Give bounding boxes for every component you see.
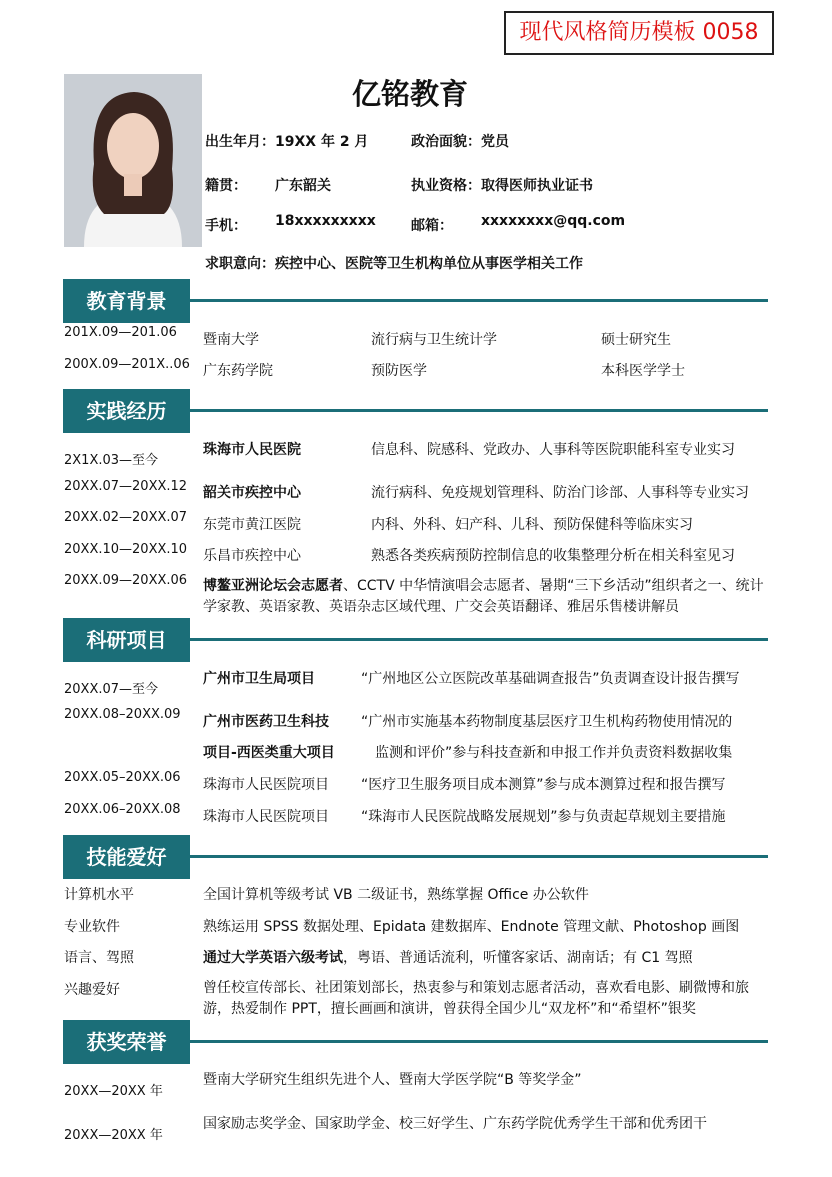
practice-volunteer-text	[203, 576, 773, 618]
research-org-cont: 项目-西医类重大项目	[203, 745, 335, 761]
practice-org: 珠海市人民医院	[203, 442, 301, 458]
skill-lead: 通过大学英语六级考试	[203, 950, 343, 966]
section-education-heading: 教育背景	[63, 279, 190, 323]
birth-label: 出生年月：	[205, 134, 275, 150]
research-desc-cont: 监测和评价”参与科技查新和申报工作并负责资料数据收集	[375, 745, 733, 761]
politics-label: 政治面貌：	[411, 134, 481, 150]
intent-label: 求职意向：	[205, 256, 275, 272]
edu-school: 广东药学院	[203, 363, 273, 379]
practice-desc: 流行病科、免疫规划管理科、防治门诊部、人事科等专业实习	[371, 485, 749, 501]
cert-label: 执业资格：	[411, 178, 481, 194]
skill-desc: 熟练运用 SPSS 数据处理、Epidata 建数据库、Endnote 管理文献、Photoshop 画图	[203, 919, 740, 935]
skill-desc: 曾任校宣传部长、社团策划部长，热衷参与和策划志愿者活动，喜欢看电影、刷微博和旅游，热爱制作 PPT，擅长画画和演讲，曾获得全国少儿“双龙杯”和“希望杯”银奖	[203, 980, 749, 1017]
email-label: 邮箱：	[411, 218, 453, 234]
practice-date: 20XX.07—20XX.12	[64, 479, 188, 494]
profile-photo	[64, 74, 202, 247]
template-tag: 现代风格简历模板 0058	[504, 11, 774, 55]
phone-value: 18xxxxxxxxx	[275, 213, 376, 229]
edu-degree: 本科医学学士	[601, 363, 685, 379]
award-date: 20XX—20XX 年	[64, 1128, 163, 1143]
practice-org: 韶关市疾控中心	[203, 485, 301, 501]
intent-value: 疾控中心、医院等卫生机构单位从事医学相关工作	[275, 256, 583, 272]
practice-date: 2X1X.03—至今	[64, 453, 159, 468]
award-desc: 国家励志奖学金、国家助学金、校三好学生、广东药学院优秀学生干部和优秀团干	[203, 1116, 707, 1132]
research-date: 20XX.07—至今	[64, 682, 159, 697]
research-date: 20XX.06–20XX.08	[64, 802, 181, 817]
research-org: 珠海市人民医院项目	[203, 809, 329, 825]
research-date: 20XX.08–20XX.09	[64, 707, 181, 722]
research-org: 广州市卫生局项目	[203, 671, 315, 687]
section-divider	[190, 409, 768, 412]
practice-org: 东莞市黄江医院	[203, 517, 301, 533]
skill-label: 语言、驾照	[64, 950, 134, 966]
edu-degree: 硕士研究生	[601, 332, 671, 348]
practice-org: 乐昌市疾控中心	[203, 548, 301, 564]
skill-label: 兴趣爱好	[64, 982, 120, 998]
section-divider	[190, 1040, 768, 1043]
research-org: 广州市医药卫生科技	[203, 714, 329, 730]
award-date: 20XX—20XX 年	[64, 1084, 163, 1099]
research-desc: “医疗卫生服务项目成本测算”参与成本测算过程和报告撰写	[361, 777, 726, 793]
practice-desc: 内科、外科、妇产科、儿科、预防保健科等临床实习	[371, 517, 693, 533]
practice-date: 20XX.02—20XX.07	[64, 510, 188, 525]
edu-major: 流行病与卫生统计学	[371, 332, 497, 348]
section-divider	[190, 855, 768, 858]
email-value: xxxxxxxx@qq.com	[481, 213, 626, 229]
section-divider	[190, 299, 768, 302]
research-org: 珠海市人民医院项目	[203, 777, 329, 793]
birth-value: 19XX 年 2 月	[275, 134, 369, 150]
skill-rest: ，粤语、普通话流利，听懂客家话、湖南话；有 C1 驾照	[343, 950, 693, 966]
award-desc: 暨南大学研究生组织先进个人、暨南大学医学院“B 等奖学金”	[203, 1072, 582, 1088]
section-practice-heading: 实践经历	[63, 389, 190, 433]
skill-label: 计算机水平	[64, 887, 134, 903]
resume-name: 亿铭教育	[352, 77, 469, 111]
section-skills-heading: 技能爱好	[63, 835, 190, 879]
native-value: 广东韶关	[275, 178, 331, 194]
edu-date: 200X.09—201X..06	[64, 357, 190, 372]
research-desc: “广州地区公立医院改革基础调查报告”负责调查设计报告撰写	[361, 671, 740, 687]
edu-date: 201X.09—201.06	[64, 325, 177, 340]
politics-value: 党员	[481, 134, 509, 150]
section-divider	[190, 638, 768, 641]
section-research-heading: 科研项目	[63, 618, 190, 662]
skill-desc: 全国计算机等级考试 VB 二级证书，熟练掌握 Office 办公软件	[203, 887, 589, 903]
practice-date: 20XX.10—20XX.10	[64, 542, 188, 557]
skill-label: 专业软件	[64, 919, 120, 935]
practice-desc: 熟悉各类疾病预防控制信息的收集整理分析在相关科室见习	[371, 548, 735, 564]
research-desc: “珠海市人民医院战略发展规划”参与负责起草规划主要措施	[361, 809, 726, 825]
portrait-image	[64, 74, 202, 247]
research-desc: “广州市实施基本药物制度基层医疗卫生机构药物使用情况的	[361, 714, 733, 730]
edu-school: 暨南大学	[203, 332, 259, 348]
phone-label: 手机：	[205, 218, 247, 234]
section-awards-heading: 获奖荣誉	[63, 1020, 190, 1064]
edu-major: 预防医学	[371, 363, 427, 379]
practice-lead: 博鳌亚洲论坛会志愿者	[203, 578, 343, 594]
cert-value: 取得医师执业证书	[481, 178, 593, 194]
practice-rest: 、CCTV 中华情演唱会志愿者、暑期“三下乡活动”组织者之一、统计学家教、英语家教、英语杂志区域代理、广交会英语翻译、雅居乐售楼讲解员	[203, 578, 764, 615]
practice-desc: 信息科、院感科、党政办、人事科等医院职能科室专业实习	[371, 442, 735, 458]
practice-date: 20XX.09—20XX.06	[64, 573, 188, 588]
research-date: 20XX.05–20XX.06	[64, 770, 181, 785]
native-label: 籍贯：	[205, 178, 247, 194]
skill-language-text	[203, 947, 693, 967]
